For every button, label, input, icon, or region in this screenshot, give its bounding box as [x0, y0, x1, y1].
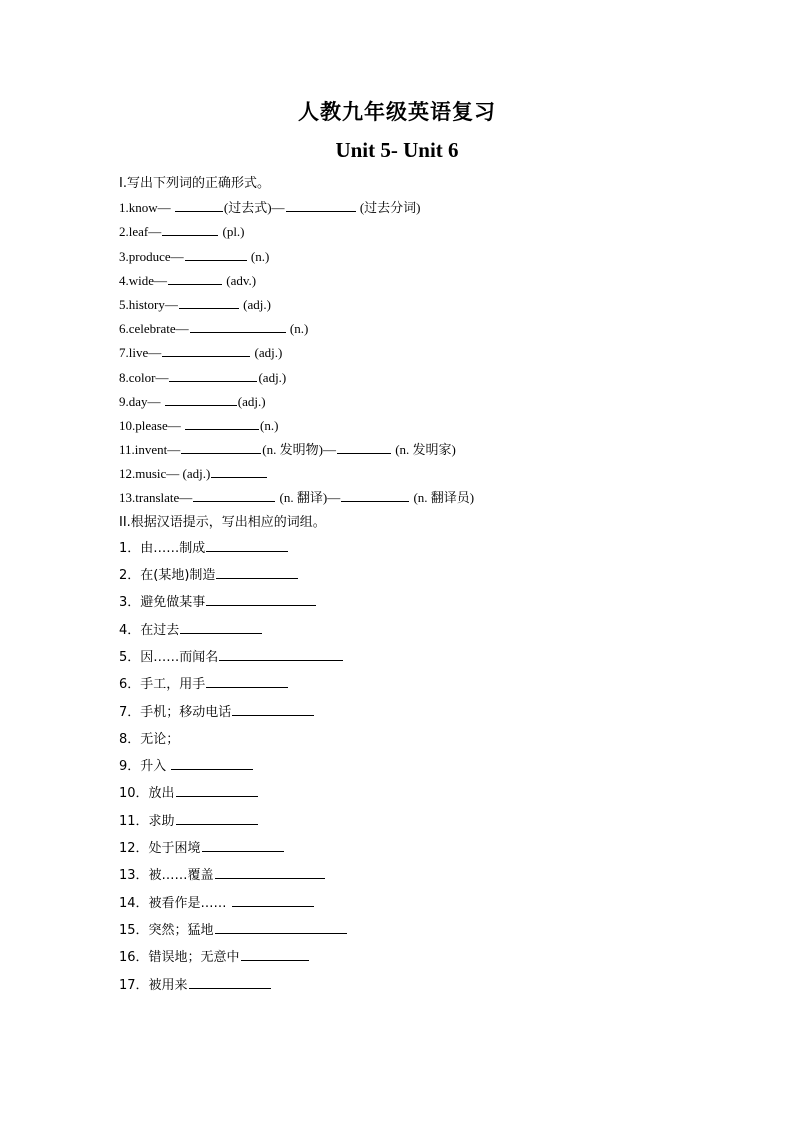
answer-blank[interactable]	[337, 439, 391, 454]
exercise-item-13: 13.translate— (n. 翻译)— (n. 翻译员)	[119, 486, 719, 510]
answer-blank[interactable]	[241, 946, 309, 961]
exercise-item-2: 2.leaf— (pl.)	[119, 220, 719, 244]
phrase-item-10: 10．放出	[119, 780, 719, 807]
answer-blank[interactable]	[341, 487, 409, 502]
exercise-item-7: 7.live— (adj.)	[119, 341, 719, 365]
answer-blank[interactable]	[169, 367, 257, 382]
phrase-item-16: 16．错误地；无意中	[119, 944, 719, 971]
answer-blank[interactable]	[171, 755, 253, 770]
page-title: 人教九年级英语复习	[298, 100, 496, 124]
phrase-item-13: 13．被……覆盖	[119, 862, 719, 889]
answer-blank[interactable]	[180, 619, 262, 634]
exercise-item-12: 12.music— (adj.)	[119, 462, 719, 486]
exercise-item-4: 4.wide— (adv.)	[119, 269, 719, 293]
worksheet-content	[119, 172, 719, 999]
answer-blank[interactable]	[185, 246, 247, 261]
answer-blank[interactable]	[181, 439, 261, 454]
answer-blank[interactable]	[202, 837, 284, 852]
answer-blank[interactable]	[193, 487, 275, 502]
section1-heading: I.写出下列词的正确形式。	[119, 176, 270, 191]
phrase-item-4: 4．在过去	[119, 617, 719, 644]
answer-blank[interactable]	[165, 391, 237, 406]
phrase-item-6: 6．手工，用手	[119, 671, 719, 698]
answer-blank[interactable]	[179, 294, 239, 309]
answer-blank[interactable]	[185, 415, 259, 430]
phrase-item-9: 9．升入	[119, 753, 719, 780]
exercise-item-5: 5.history— (adj.)	[119, 293, 719, 317]
exercise-item-10: 10.please— (n.)	[119, 414, 719, 438]
phrase-item-12: 12．处于困境	[119, 835, 719, 862]
phrase-item-1: 1．由……制成	[119, 535, 719, 562]
phrase-item-2: 2．在(某地)制造	[119, 562, 719, 589]
answer-blank[interactable]	[286, 197, 356, 212]
answer-blank[interactable]	[175, 197, 223, 212]
answer-blank[interactable]	[215, 864, 325, 879]
answer-blank[interactable]	[206, 537, 288, 552]
exercise-item-3: 3.produce— (n.)	[119, 245, 719, 269]
phrase-item-8: 8．无论；	[119, 731, 180, 747]
answer-blank[interactable]	[232, 701, 314, 716]
phrase-item-5: 5．因……而闻名	[119, 644, 719, 671]
answer-blank[interactable]	[190, 318, 286, 333]
answer-blank[interactable]	[168, 270, 222, 285]
phrase-item-15: 15．突然；猛地	[119, 917, 719, 944]
section2-heading: II.根据汉语提示，写出相应的词组。	[119, 514, 326, 530]
phrase-item-3: 3．避免做某事	[119, 589, 719, 616]
answer-blank[interactable]	[189, 974, 271, 989]
exercise-item-8: 8.color— (adj.)	[119, 366, 719, 390]
exercise-item-6: 6.celebrate— (n.)	[119, 317, 719, 341]
exercise-item-1: 1.know— (过去式)— (过去分词)	[119, 196, 719, 220]
answer-blank[interactable]	[219, 646, 343, 661]
answer-blank[interactable]	[176, 810, 258, 825]
answer-blank[interactable]	[215, 919, 347, 934]
exercise-item-9: 9.day— (adj.)	[119, 390, 719, 414]
page-subtitle: Unit 5- Unit 6	[335, 138, 459, 162]
answer-blank[interactable]	[162, 221, 218, 236]
answer-blank[interactable]	[211, 463, 267, 478]
answer-blank[interactable]	[216, 564, 298, 579]
phrase-item-14: 14．被看作是……	[119, 890, 719, 917]
answer-blank[interactable]	[206, 591, 316, 606]
answer-blank[interactable]	[162, 342, 250, 357]
phrase-item-11: 11．求助	[119, 808, 719, 835]
phrase-item-17: 17．被用来	[119, 972, 719, 999]
answer-blank[interactable]	[206, 673, 288, 688]
phrase-item-7: 7．手机；移动电话	[119, 699, 719, 726]
exercise-item-11: 11.invent— (n. 发明物)— (n. 发明家)	[119, 438, 719, 462]
answer-blank[interactable]	[176, 782, 258, 797]
answer-blank[interactable]	[232, 892, 314, 907]
